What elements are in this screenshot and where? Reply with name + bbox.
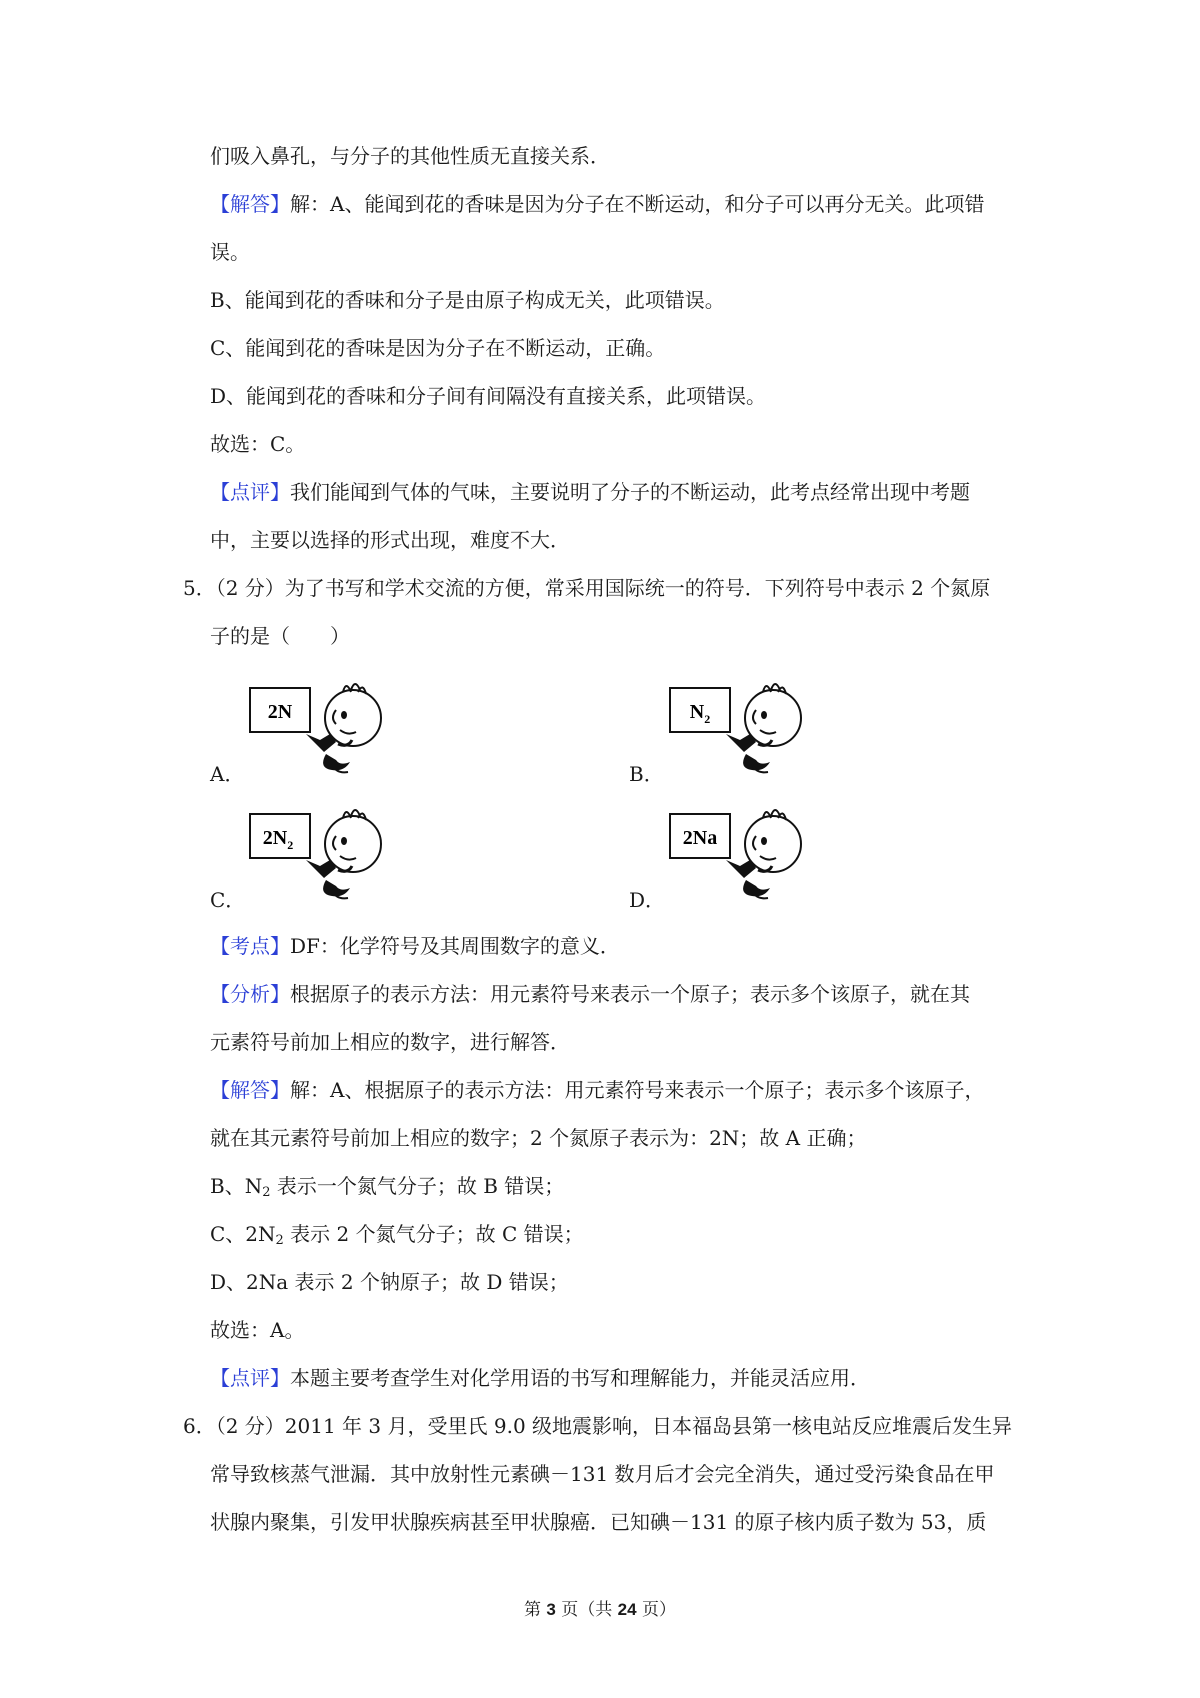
text-line bbox=[210, 1364, 870, 1392]
text-line: 们吸入鼻孔，与分子的其他性质无直接关系． bbox=[210, 144, 610, 168]
option-d-label: D． bbox=[629, 888, 666, 912]
text-line: 元素符号前加上相应的数字，进行解答． bbox=[210, 1030, 570, 1054]
text-line: B、能闻到花的香味和分子是由原子构成无关，此项错误。 bbox=[210, 288, 725, 312]
text-line: 就在其元素符号前加上相应的数字；2 个氮原子表示为：2N；故 A 正确； bbox=[210, 1126, 867, 1150]
option-c-sign: $2N_2$ bbox=[262, 827, 294, 852]
analysis-tag: 【分析】 bbox=[210, 982, 290, 1006]
text-line: 故选：A。 bbox=[210, 1318, 305, 1342]
answer-text: 解：A、根据原子的表示方法：用元素符号来表示一个原子；表示多个该原子， bbox=[290, 1078, 985, 1102]
analysis-text: 根据原子的表示方法：用元素符号来表示一个原子；表示多个该原子，就在其 bbox=[290, 982, 970, 1006]
footer-text: 页） bbox=[636, 1600, 676, 1620]
option-a-figure bbox=[248, 678, 400, 788]
answer-tag: 【解答】 bbox=[210, 1078, 290, 1102]
text-line bbox=[210, 478, 970, 506]
text-line bbox=[210, 1076, 984, 1104]
option-b-figure bbox=[668, 678, 820, 788]
question-6-line: 状腺内聚集，引发甲状腺疾病甚至甲状腺癌．已知碘－131 的原子核内质子数为 53，质 bbox=[210, 1510, 987, 1534]
question-6-line: 常导致核蒸气泄漏．其中放射性元素碘－131 数月后才会完全消失，通过受污染食品在甲 bbox=[210, 1462, 995, 1486]
text-line: C、能闻到花的香味是因为分子在不断运动，正确。 bbox=[210, 336, 666, 360]
formula-subscript: 2 bbox=[262, 1185, 271, 1200]
page-number: 3 bbox=[546, 1600, 556, 1619]
text-line bbox=[210, 980, 970, 1008]
page-footer bbox=[0, 1598, 1200, 1622]
text-line: D、能闻到花的香味和分子间有间隔没有直接关系，此项错误。 bbox=[210, 384, 767, 408]
option-c-label: C． bbox=[210, 888, 246, 912]
option-a-sign: 2N bbox=[267, 701, 293, 723]
text-line: 中，主要以选择的形式出现，难度不大． bbox=[210, 528, 570, 552]
keypoint-text: DF：化学符号及其周围数字的意义． bbox=[290, 934, 620, 958]
option-b-label: B． bbox=[629, 762, 664, 786]
footer-text: 页（共 bbox=[555, 1600, 618, 1620]
text-line: D、2Na 表示 2 个钠原子；故 D 错误； bbox=[210, 1270, 569, 1294]
comment-text: 本题主要考查学生对化学用语的书写和理解能力，并能灵活应用． bbox=[290, 1366, 870, 1390]
text-line bbox=[210, 932, 620, 960]
formula-text: C、2N bbox=[210, 1222, 276, 1246]
formula-subscript: 2 bbox=[275, 1233, 284, 1248]
option-b-sign: $N_2$ bbox=[689, 701, 711, 726]
option-c-figure bbox=[248, 804, 400, 914]
text-line: 故选：C。 bbox=[210, 432, 306, 456]
footer-text: 第 bbox=[523, 1600, 547, 1620]
text-line bbox=[210, 190, 984, 218]
option-d-sign: 2Na bbox=[682, 827, 718, 849]
comment-tag: 【点评】 bbox=[210, 480, 290, 504]
answer-text: 解：A、能闻到花的香味是因为分子在不断运动，和分子可以再分无关。此项错 bbox=[290, 192, 985, 216]
keypoint-tag: 【考点】 bbox=[210, 934, 290, 958]
question-5-line: 5．（2 分）为了书写和学术交流的方便，常采用国际统一的符号．下列符号中表示 2 个氮原 bbox=[183, 576, 991, 600]
comment-tag: 【点评】 bbox=[210, 1366, 290, 1390]
option-a-label: A． bbox=[210, 762, 245, 786]
comment-text: 我们能闻到气体的气味，主要说明了分子的不断运动，此考点经常出现中考题 bbox=[290, 480, 970, 504]
question-5-line: 子的是（ ） bbox=[210, 624, 350, 648]
answer-tag: 【解答】 bbox=[210, 192, 290, 216]
text-line: 误。 bbox=[210, 240, 250, 264]
formula-text: B、N bbox=[210, 1174, 263, 1198]
option-d-figure bbox=[668, 804, 820, 914]
text-line bbox=[210, 1220, 584, 1248]
question-6-line: 6．（2 分）2011 年 3 月，受里氏 9.0 级地震影响，日本福岛县第一核电站反应堆震后发生异 bbox=[183, 1414, 1013, 1438]
formula-text: 表示 2 个氮气分子；故 C 错误； bbox=[283, 1222, 584, 1246]
text-line bbox=[210, 1172, 564, 1200]
page-total: 24 bbox=[617, 1600, 637, 1619]
formula-text: 表示一个氮气分子；故 B 错误； bbox=[270, 1174, 565, 1198]
